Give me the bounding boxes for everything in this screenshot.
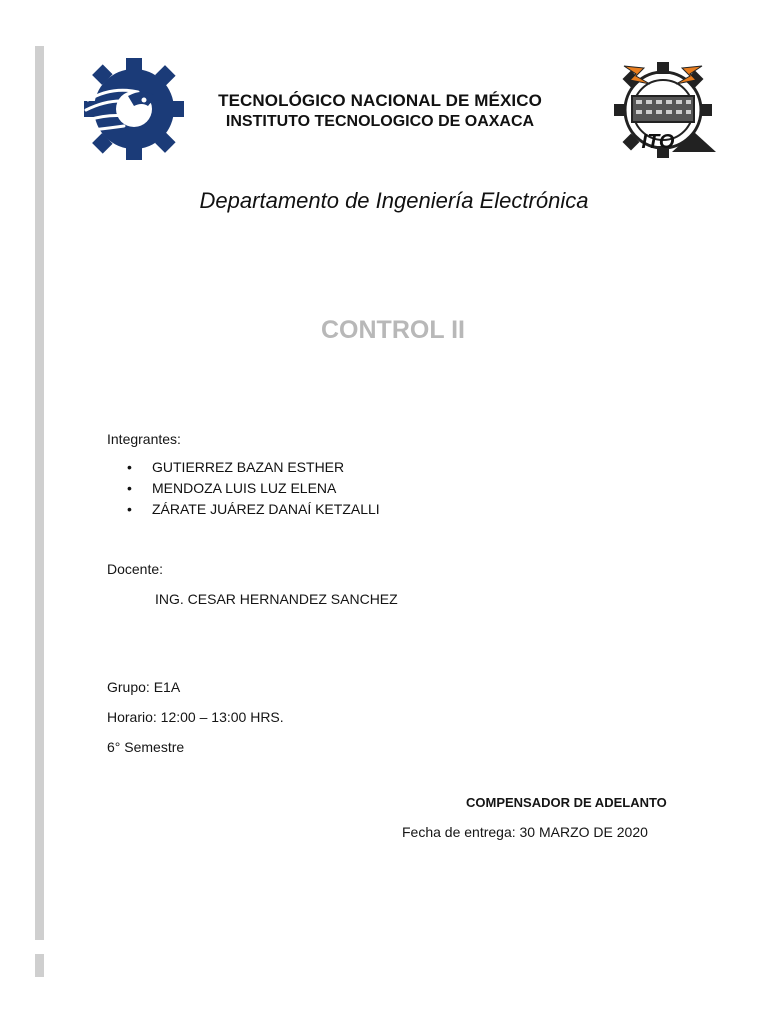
list-item: • GUTIERREZ BAZAN ESTHER: [127, 457, 380, 478]
list-item: • ZÁRATE JUÁREZ DANAÍ KETZALLI: [127, 499, 380, 520]
list-item: • MENDOZA LUIS LUZ ELENA: [127, 478, 380, 499]
ito-logo-text: ITO: [641, 131, 675, 153]
institution-title: TECNOLÓGICO NACIONAL DE MÉXICO: [218, 91, 542, 110]
page-border-bar-lower: [35, 954, 44, 977]
group-text: Grupo: E1A: [107, 679, 181, 695]
schedule-text: Horario: 12:00 – 13:00 HRS.: [107, 709, 284, 725]
members-list: [127, 457, 380, 520]
institution-subtitle: INSTITUTO TECNOLOGICO DE OAXACA: [225, 113, 535, 130]
semester-text: 6° Semestre: [107, 739, 185, 755]
members-label: Integrantes:: [107, 431, 181, 447]
due-date: Fecha de entrega: 30 MARZO DE 2020: [402, 824, 648, 840]
course-title: CONTROL II: [321, 316, 465, 344]
department-title: Departamento de Ingeniería Electrónica: [199, 188, 589, 213]
ito-logo-icon: [610, 56, 716, 160]
tecnm-logo-icon: [82, 56, 186, 162]
page-border-bar: [35, 46, 44, 940]
assignment-title: COMPENSADOR DE ADELANTO: [466, 795, 667, 810]
teacher-label: Docente:: [107, 561, 164, 577]
teacher-name: ING. CESAR HERNANDEZ SANCHEZ: [155, 591, 398, 607]
